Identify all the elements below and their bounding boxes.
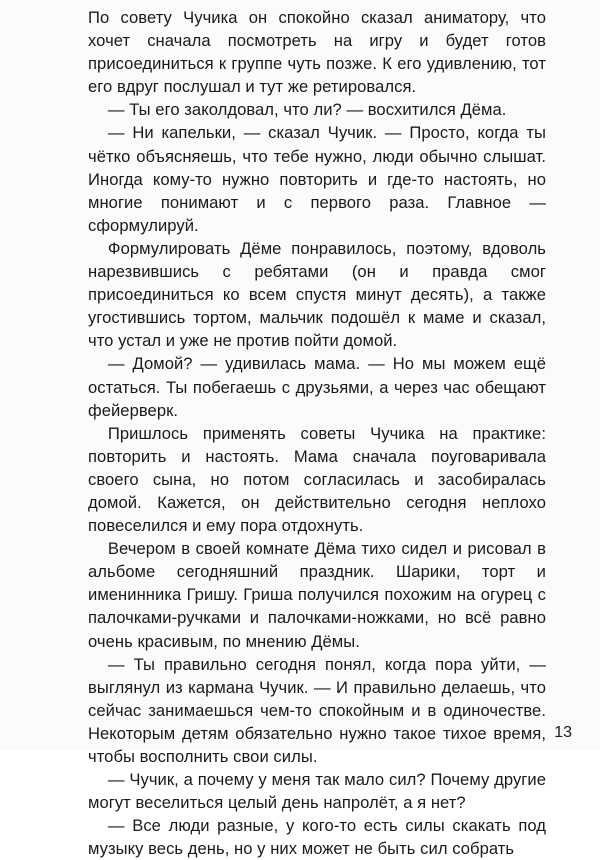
paragraph-3: — Ни капельки, — сказал Чучик. — Просто, когда ты чётко объясняешь, что тебе нужно, люди обычно слышат. Иногда кому-то нужно повторить и где-то настоять, но многие понимают и с первого раза. Главное — сформулируй. xyxy=(88,123,546,235)
paragraph-6: Пришлось применять советы Чучика на практике: повторить и настоять. Мама сначала поуговаривала своего сына, но потом согласилась и засобиралась домой. Кажется, он действительно сегодня неплохо повеселился и ему пора отдохнуть. xyxy=(88,423,546,536)
paragraph-5: — Домой? — удивилась мама. — Но мы можем ещё остаться. Ты побегаешь с друзьями, а через час обещают фейерверк. xyxy=(88,354,546,420)
paragraph-10: — Все люди разные, у кого-то есть силы скакать под музыку весь день, но у них может не быть сил собрать xyxy=(88,816,546,859)
paragraph-1: По совету Чучика он спокойно сказал аниматору, что хочет сначала посмотреть на игру и будет готов присоединиться к группе чуть позже. К его удивлению, тот его вдруг послушал и тут же ретировался. xyxy=(88,8,546,97)
page-text xyxy=(88,6,546,860)
paragraph-7: Вечером в своей комнате Дёма тихо сидел и рисовал в альбоме сегодняшний праздник. Шарики, торт и именинника Гришу. Гриша получился похожим на огурец с палочками-ручками и палочками-ножками, но всё равно очень красивым, по мнению Дёмы. xyxy=(88,539,546,651)
paragraph-9: — Чучик, а почему у меня так мало сил? Почему другие могут веселиться целый день напролёт, а я нет? xyxy=(88,770,546,813)
paragraph-4: Формулировать Дёме понравилось, поэтому, вдоволь нарезвившись с ребятами (он и правда смог присоединиться ко всем спустя минут десять), а также угостившись тортом, мальчик подошёл к маме и сказал, что устал и уже не против пойти домой. xyxy=(88,238,546,351)
paragraph-2: — Ты его заколдовал, что ли? — восхитился Дёма. xyxy=(107,100,507,120)
page-number: 13 xyxy=(554,724,572,741)
paragraph-8: — Ты правильно сегодня понял, когда пора уйти, — выглянул из кармана Чучик. — И правильно делаешь, что сейчас занимаешься чем-то спокойным и в одиночестве. Некоторым детям обязательно нужно такое тихое время, чтобы восполнить свои силы. xyxy=(88,654,546,766)
